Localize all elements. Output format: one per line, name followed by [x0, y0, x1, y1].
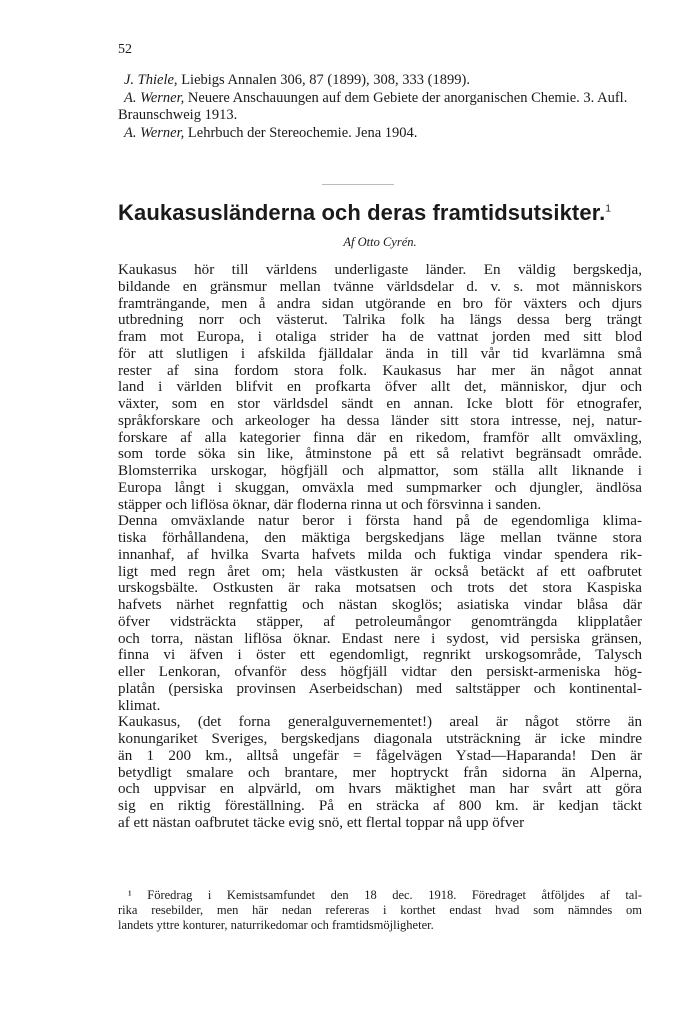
body-line: af ett nästan oafbrutet täcke evig snö, ett flertal toppar nå upp öfver: [118, 814, 525, 831]
page-number: 52: [118, 42, 132, 57]
reference-item: [118, 90, 640, 125]
body-line: Denna omväxlande natur beror i första hand på de egendomliga klima-: [118, 513, 642, 530]
footnote-line: rika resebilder, men här nedan refereras i korthet endast hvad som nämndes om: [118, 903, 642, 917]
body-line: öfver vidsträckta stäpper, af petroleumångor genomträngda klipplatåer: [118, 613, 642, 630]
body-line: rester af sina fordom stora folk. Kaukasus har mer än något annat: [118, 362, 642, 379]
reference-text: Liebigs Annalen 306, 87 (1899), 308, 333 (1899).: [177, 72, 470, 88]
byline: Af Otto Cyrén.: [343, 235, 417, 249]
body-line: hafvets närhet regnfattig och nästan skoglös; asiatiska vindar blåsa där: [118, 597, 642, 613]
reference-list: [118, 72, 640, 142]
reference-item: [118, 125, 640, 143]
body-line: bildande en gränsmur mellan tvänne världsdelar d. v. s. mot människors: [118, 278, 642, 295]
reference-item: [118, 72, 640, 90]
footnote-marker: 1: [605, 203, 612, 215]
body-line: land i världen blifvit en profkarta öfver allt det, människor, djur och: [118, 379, 642, 396]
reference-author: A. Werner,: [124, 89, 185, 106]
body-line: Blomsterrika urskogar, högfjäll och alpmattor, som ställa allt liknande i: [118, 463, 642, 479]
article-title-text: Kaukasusländerna och deras framtidsutsikter.: [118, 200, 606, 225]
body-line: betydligt smalare och brantare, mer hoptryckt från sidorna än Alperna,: [118, 764, 642, 781]
body-line: ligt med regn året om; hela västkusten är också betäckt af ett oafbrutet: [118, 563, 642, 580]
body-line: Europa långt i skuggan, omväxla med sumpmarker och djungler, ändlösa: [118, 479, 642, 496]
body-line: och torra, nästan liflösa öknar. Endast nere i sydost, vid persiska gränsen,: [118, 630, 642, 647]
body-line: framträngande, men å andra sidan utgörande en bro för växters och djurs: [118, 295, 642, 312]
body-line: stäpper och liflösa öknar, där floderna rinna ut och försvinna i sanden.: [118, 496, 542, 513]
body-line: finna vi äfven i öster ett egendomligt, regnrikt urskogsområde, Talysch: [118, 647, 642, 664]
body-line: Kaukasus hör till världens underligaste länder. En väldig bergskedja,: [118, 262, 642, 278]
reference-author: J. Thiele,: [124, 72, 178, 88]
body-line: och uppvisar en alpvärld, om hvars mäktighet man har svårt att göra: [118, 781, 642, 798]
body-line: växter, som en stor världsdel sändt en annan. Icke blott för etnografer,: [118, 396, 642, 412]
body-line: innanhaf, af hvilka Svarta hafvets milda och fuktiga vindar spendera rik-: [118, 546, 642, 563]
body-line: fram mot Europa, i otaliga strider ha de vattnat jorden med sitt blod: [118, 329, 642, 345]
body-line: klimat.: [118, 697, 161, 714]
body-line: eller Lenkoran, ofvanför dess högfjäll vidtar den persiskt-armeniska hög-: [118, 664, 642, 680]
body-line: språkforskare och arkeologer ha dessa länder sitt stora intresse, nej, natur-: [118, 412, 642, 429]
reference-text: Neuere Anschauungen auf dem Gebiete der anorganischen Chemie. 3. Aufl. Braunschweig 1913.: [118, 89, 628, 123]
body-line: konungariket Sveriges, bergskedjans diagonala utsträckning är icke mindre: [118, 731, 642, 747]
body-line: Kaukasus, (det forna generalguvernementet!) areal är något större än: [118, 714, 642, 731]
article-title: [118, 200, 642, 226]
body-line: sig en riktig föreställning. På en sträcka af 800 km. är kedjan täckt: [118, 798, 642, 814]
body-line: än 1 200 km., alltså ungefär = fågelvägen Ystad—Haparanda! Den är: [118, 747, 642, 764]
footnote-line: ¹ Föredrag i Kemistsamfundet den 18 dec. 1918. Föredraget åtföljdes af tal-: [128, 888, 642, 902]
body-line: för att slutligen i afskilda fjälldalar ända in till vår tid kvarlämna små: [118, 345, 642, 362]
body-line: forskare af alla kategorier finna där en rikedom, framför allt omväxling,: [118, 429, 642, 446]
body-line: platån (persiska provinsen Aserbeidschan) med saltstäpper och kontinental-: [118, 680, 642, 697]
footnote: [118, 888, 642, 933]
body-line: urskogsbälte. Ostkusten är raka motsatsen och trots det stora Kaspiska: [118, 580, 642, 597]
footnote-line: landets yttre konturer, naturrikedomar och framtidsmöjligheter.: [118, 918, 434, 932]
section-divider: [322, 184, 394, 185]
body-line: utbredning norr och västerut. Talrika folk ha längs dessa berg trängt: [118, 312, 642, 329]
reference-text: Lehrbuch der Stereochemie. Jena 1904.: [184, 124, 418, 141]
body-line: som torde söka sin like, åtminstone på ett så relativt begränsadt område.: [118, 446, 642, 463]
article-body: [118, 262, 642, 832]
body-line: tiska förhållandena, den mäktiga bergskedjans läge mellan tvänne stora: [118, 530, 642, 546]
reference-author: A. Werner,: [124, 124, 185, 141]
